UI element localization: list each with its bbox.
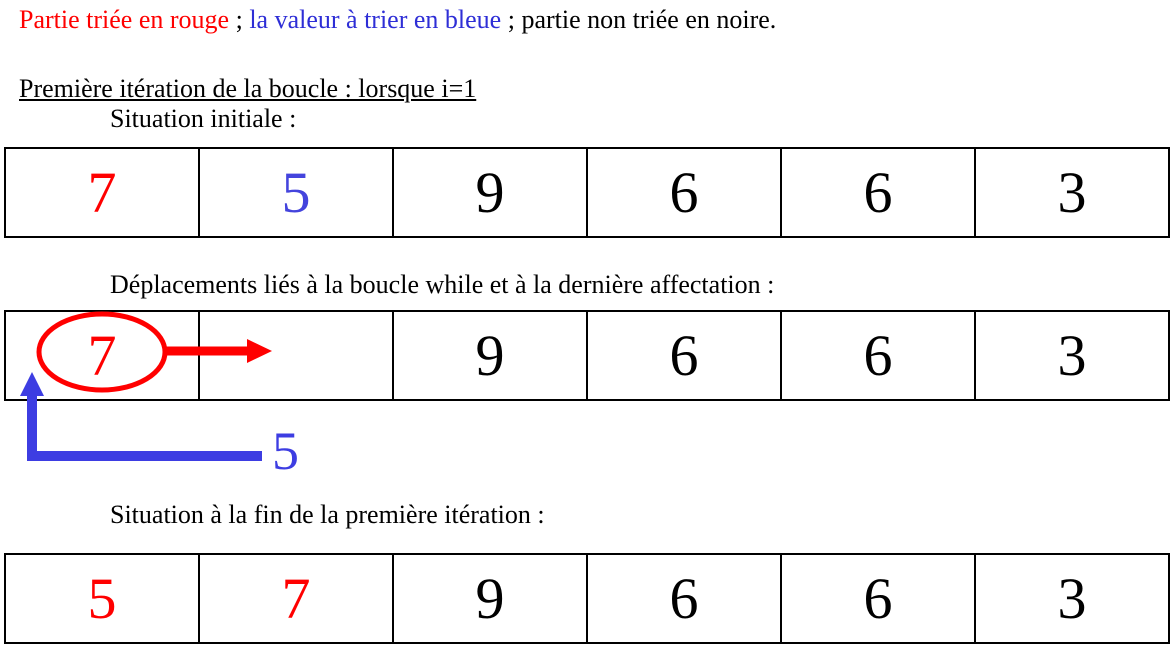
final-situation-label: Situation à la fin de la première itération : (110, 500, 545, 529)
final-array-cell-3: 6 (588, 555, 782, 642)
initial-array (4, 147, 1170, 238)
initial-array-cell-3: 6 (588, 149, 782, 236)
final-array-cell-2: 9 (394, 555, 588, 642)
color-legend (19, 5, 776, 35)
initial-array-cell-1: 5 (200, 149, 394, 236)
legend-sorted-part: Partie triée en rouge (19, 5, 230, 34)
initial-array-cell-2: 9 (394, 149, 588, 236)
initial-array-cell-5: 3 (1057, 159, 1087, 225)
moves-array-cell-1 (200, 312, 394, 399)
moved-value-label: 5 (272, 421, 299, 481)
moves-array-cell-3: 6 (588, 312, 782, 399)
moves-array-cell-2: 9 (394, 312, 588, 399)
final-array-cell-5: 3 (1057, 565, 1087, 631)
legend-value-to-sort: la valeur à trier en bleue (249, 5, 502, 34)
legend-separator-2: ; (501, 5, 522, 34)
insert-arrow-path (32, 392, 262, 456)
moves-array (4, 310, 1170, 401)
legend-separator-1: ; (229, 5, 250, 34)
legend-unsorted-part: partie non triée en noire. (521, 5, 777, 34)
moves-array-cell-5: 3 (1057, 322, 1087, 388)
iteration-heading: Première itération de la boucle : lorsque i=1 (19, 74, 477, 103)
final-array-cell-0: 5 (6, 555, 200, 642)
moves-label: Déplacements liés à la boucle while et à la dernière affectation : (110, 270, 775, 299)
final-array-cell-1: 7 (200, 555, 394, 642)
moves-array-cell-0: 7 (6, 312, 200, 399)
initial-array-cell-0: 7 (6, 149, 200, 236)
initial-array-cell-4: 6 (782, 149, 976, 236)
final-array (4, 553, 1170, 644)
final-array-cell-4: 6 (782, 555, 976, 642)
moves-array-cell-4: 6 (782, 312, 976, 399)
initial-situation-label: Situation initiale : (110, 104, 297, 133)
